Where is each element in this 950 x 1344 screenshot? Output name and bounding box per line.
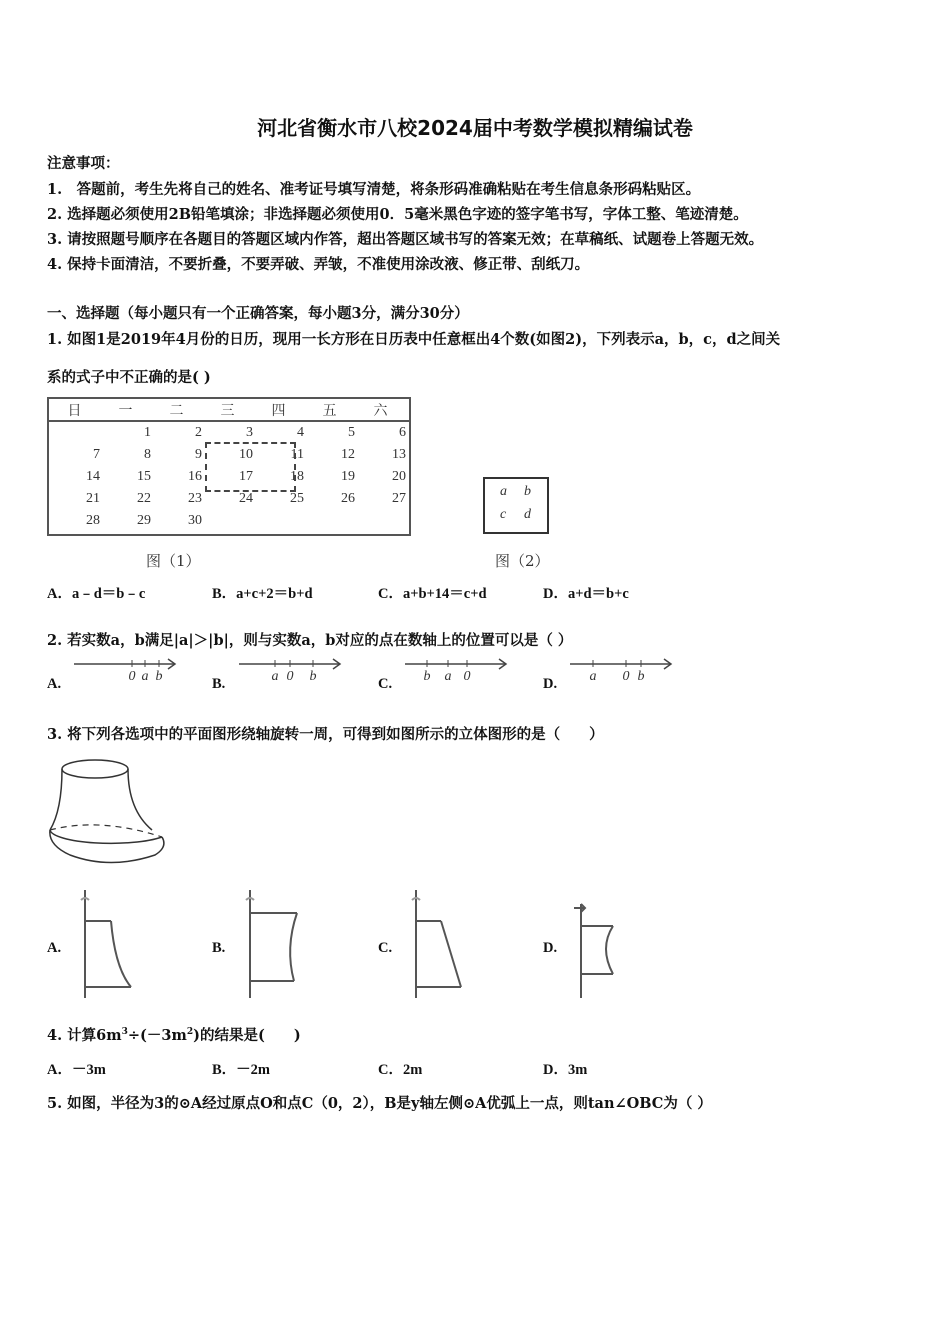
q2-option-a[interactable]: A. [47, 676, 62, 692]
fig2-d: d [524, 507, 531, 522]
rotation-figure [75, 888, 145, 1000]
calendar-cell: 30 [188, 513, 202, 528]
calendar-cell: 5 [348, 425, 355, 440]
q4-text-part: 4. 计算6m [47, 1027, 122, 1044]
q1-option-d[interactable]: D．a+d＝b+c [543, 586, 629, 602]
number-line-label: 0 [286, 669, 294, 684]
notes-heading: 注意事项： [47, 155, 120, 172]
number-line-label: 0 [622, 669, 630, 684]
question-5-text: 5. 如图，半径为3的⊙A经过原点O和点C（0，2），B是y轴左侧⊙A优弧上一点，则tan∠OBC为（ ） [47, 1095, 712, 1112]
q4-option-c[interactable]: C．2m [378, 1062, 423, 1078]
number-line-label: b [155, 669, 163, 684]
q4-option-d[interactable]: D．3m [543, 1062, 588, 1078]
question-4-text [47, 1024, 301, 1045]
calendar-cell: 29 [137, 513, 151, 528]
calendar-cell: 二 [169, 403, 184, 419]
q4-exponent: 2 [186, 1027, 194, 1038]
rotation-figure [571, 888, 641, 1000]
calendar-header-row [49, 399, 409, 422]
calendar-cell: 27 [392, 491, 406, 506]
calendar-cell: 4 [297, 425, 304, 440]
number-line [403, 654, 513, 686]
q1-option-c[interactable]: C．a+b+14＝c+d [378, 586, 487, 602]
number-line-label: a [589, 669, 597, 684]
calendar-cell: 1 [144, 425, 151, 440]
question-2-text: 2. 若实数a，b满足|a|＞|b|，则与实数a，b对应的点在数轴上的位置可以是（ ） [47, 632, 573, 649]
q4-option-b[interactable]: B．－2m [212, 1062, 270, 1078]
calendar-row [49, 422, 409, 444]
figure-2-box [483, 477, 549, 534]
calendar-cell: 25 [290, 491, 304, 506]
number-line [237, 654, 347, 686]
number-line-label: 0 [463, 669, 471, 684]
calendar-cell: 7 [93, 447, 100, 462]
calendar-cell: 20 [392, 469, 406, 484]
page-title: 河北省衡水市八校2024届中考数学模拟精编试卷 [257, 116, 693, 140]
q2-option-c[interactable]: C. [378, 676, 393, 692]
calendar-cell: 21 [86, 491, 100, 506]
calendar-cell: 19 [341, 469, 355, 484]
calendar-cell: 11 [290, 447, 304, 462]
calendar-cell: 16 [188, 469, 202, 484]
calendar-cell: 26 [341, 491, 355, 506]
question-1-text: 1. 如图1是2019年4月份的日历，现用一长方形在日历表中任意框出4个数(如图2)，下列表示a，b，c，d之间关 [47, 331, 781, 348]
calendar-cell: 六 [373, 403, 388, 419]
calendar-cell: 18 [290, 469, 304, 484]
calendar-cell: 2 [195, 425, 202, 440]
number-line-label: b [637, 669, 645, 684]
fig2-b: b [524, 484, 531, 499]
solid-figure [40, 755, 175, 875]
rotation-figure [406, 888, 476, 1000]
question-3-text: 3. 将下列各选项中的平面图形绕轴旋转一周，可得到如图所示的立体图形的是（ ） [47, 726, 604, 743]
selection-rectangle [205, 442, 296, 492]
calendar-cell: 24 [239, 491, 253, 506]
section-heading: 一、选择题（每小题只有一个正确答案，每小题3分，满分30分） [47, 305, 469, 322]
calendar-cell: 三 [220, 403, 235, 419]
calendar-cell: 15 [137, 469, 151, 484]
calendar-cell: 22 [137, 491, 151, 506]
number-line-label: b [423, 669, 431, 684]
calendar-cell: 8 [144, 447, 151, 462]
q4-option-a[interactable]: A．－3m [47, 1062, 106, 1078]
calendar-cell: 13 [392, 447, 406, 462]
fig2-c: c [500, 507, 507, 522]
note-item: 4. 保持卡面清洁，不要折叠，不要弄破、弄皱，不准使用涂改液、修正带、刮纸刀。 [47, 256, 590, 273]
q3-option-d[interactable]: D. [543, 940, 558, 956]
calendar-cell: 一 [118, 403, 133, 419]
figure-2-caption: 图（2） [495, 552, 550, 570]
calendar-cell: 10 [239, 447, 253, 462]
fig2-a: a [500, 484, 507, 499]
number-line [72, 654, 182, 686]
q4-text-part: )的结果是( ) [193, 1027, 301, 1044]
number-line-label: 0 [128, 669, 136, 684]
calendar-cell: 17 [239, 469, 253, 484]
note-item: 2. 选择题必须使用2B铅笔填涂；非选择题必须使用0．5毫米黑色字迹的签字笔书写，字体工整、笔迹清楚。 [47, 206, 748, 223]
calendar-cell: 28 [86, 513, 100, 528]
figure-1-caption: 图（1） [146, 552, 201, 570]
q2-option-d[interactable]: D. [543, 676, 558, 692]
calendar-cell: 14 [86, 469, 100, 484]
q4-exponent: 3 [121, 1027, 128, 1038]
number-line-label: a [141, 669, 149, 684]
calendar-cell: 五 [322, 403, 337, 419]
calendar-cell: 9 [195, 447, 202, 462]
q2-option-b[interactable]: B. [212, 676, 226, 692]
calendar-cell: 四 [271, 403, 286, 419]
q1-option-a[interactable]: A．a﹣d＝b﹣c [47, 586, 146, 602]
number-line-label: a [271, 669, 279, 684]
calendar-cell: 6 [399, 425, 406, 440]
calendar-row [49, 510, 409, 532]
q4-text-part: ÷(－3m [127, 1027, 187, 1044]
note-item: 3. 请按照题号顺序在各题目的答题区域内作答，超出答题区域书写的答案无效；在草稿纸、试题卷上答题无效。 [47, 231, 764, 248]
question-1-text-cont: 系的式子中不正确的是( ) [47, 369, 211, 386]
number-line-label: a [444, 669, 452, 684]
q3-option-b[interactable]: B. [212, 940, 226, 956]
q3-option-c[interactable]: C. [378, 940, 393, 956]
calendar-cell: 3 [246, 425, 253, 440]
rotation-figure [240, 888, 310, 1000]
note-item: 1. 答题前，考生先将自己的姓名、准考证号填写清楚，将条形码准确粘贴在考生信息条形码粘贴区。 [47, 181, 701, 198]
q1-option-b[interactable]: B．a+c+2＝b+d [212, 586, 313, 602]
calendar-cell: 23 [188, 491, 202, 506]
q3-option-a[interactable]: A. [47, 940, 62, 956]
calendar-cell: 12 [341, 447, 355, 462]
calendar-cell: 日 [67, 403, 82, 419]
number-line [568, 654, 678, 686]
number-line-label: b [309, 669, 317, 684]
